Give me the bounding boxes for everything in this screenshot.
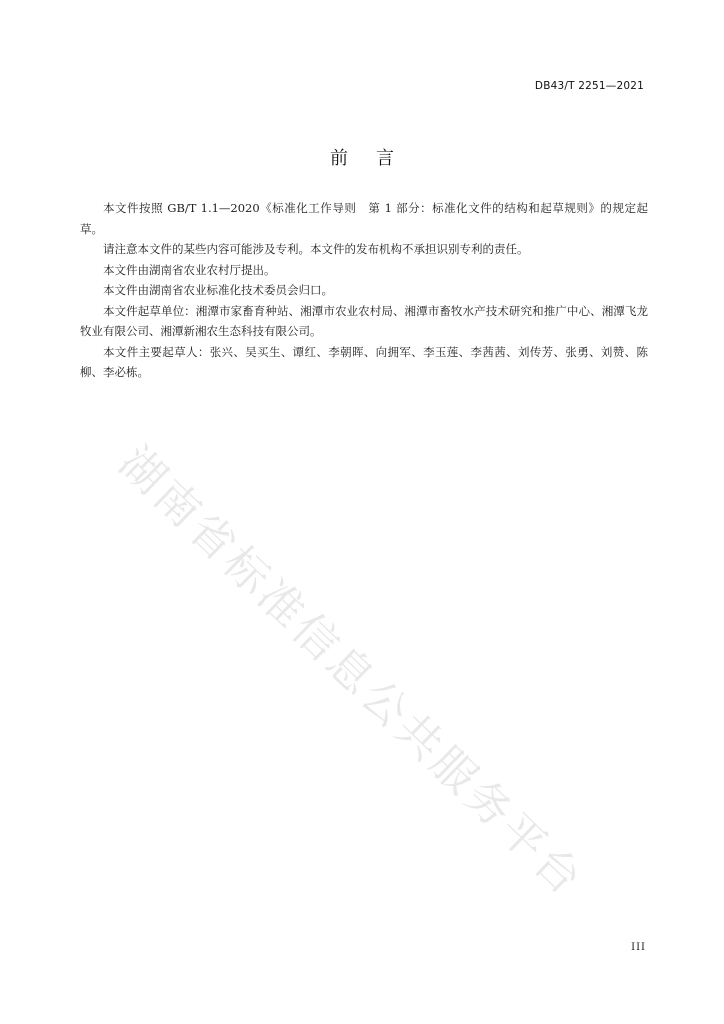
preface-body xyxy=(80,198,648,383)
page-number: III xyxy=(631,942,646,953)
paragraph-patent-notice: 请注意本文件的某些内容可能涉及专利。本文件的发布机构不承担识别专利的责任。 xyxy=(103,242,529,256)
page-title: 前言 xyxy=(330,148,422,169)
watermark: 湖南省标准信息公共服务平台 xyxy=(109,436,594,908)
paragraph-drafting-units: 本文件起草单位：湘潭市家畜育种站、湘潭市农业农村局、湘潭市畜牧水产技术研究和推广中心、湘潭飞龙牧业有限公司、湘潭新湘农生态科技有限公司。 xyxy=(80,303,648,338)
paragraph-drafting-rules: 本文件按照 GB/T 1.1—2020《标准化工作导则 第 1 部分：标准化文件的结构和起草规则》的规定起草。 xyxy=(80,201,648,236)
standard-code: DB43/T 2251—2021 xyxy=(534,80,644,92)
paragraph-drafters: 本文件主要起草人：张兴、吴买生、谭红、李朝晖、向拥军、李玉莲、李茜茜、刘传芳、张勇、刘赞、陈柳、李必栋。 xyxy=(80,344,648,379)
paragraph-administrator: 本文件由湖南省农业标准化技术委员会归口。 xyxy=(103,283,333,297)
paragraph-proposer: 本文件由湖南省农业农村厅提出。 xyxy=(103,262,276,277)
